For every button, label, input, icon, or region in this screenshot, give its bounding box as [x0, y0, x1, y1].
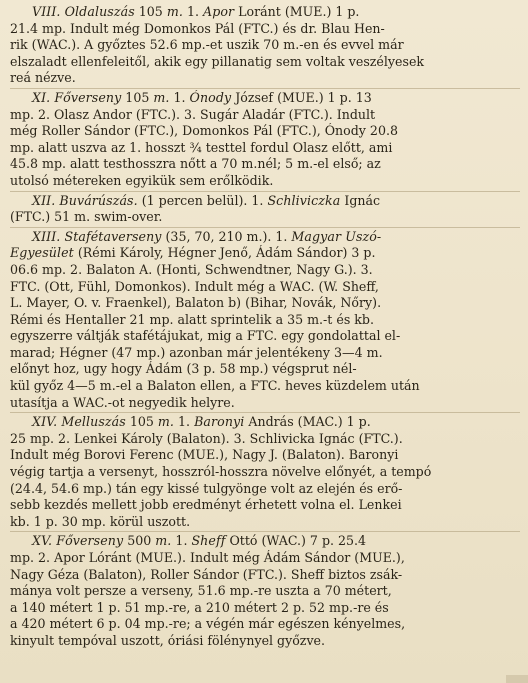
text-run: előnyt hoz, ugy hogy Ádám (3 p. 58 mp.) végsprut nél-	[10, 361, 357, 377]
section-divider	[10, 88, 520, 89]
race-result-paragraph	[10, 193, 520, 226]
text-line	[10, 193, 520, 210]
italic-run: Egyesület	[10, 245, 74, 261]
text-line	[10, 262, 520, 279]
text-run: 21.4 mp. Indult még Domonkos Pál (FTC.) és dr. Blau Hen-	[10, 20, 385, 36]
italic-run: m.	[166, 4, 183, 19]
text-line	[10, 37, 520, 54]
text-line	[10, 361, 520, 378]
section-divider	[10, 227, 520, 228]
text-line	[10, 90, 520, 107]
text-run: FTC. (Ott, Fühl, Domonkos). Indult még a WAC. (W. Sheff,	[10, 278, 379, 294]
text-run: Ignác	[340, 192, 381, 208]
text-line	[10, 229, 520, 246]
text-line	[10, 616, 520, 633]
text-run: 06.6 mp. 2. Balaton A. (Honti, Schwendtner, Nagy G.). 3.	[10, 261, 373, 277]
text-run: marad; Hégner (47 mp.) azonban már jelentékeny 3—4 m.	[10, 344, 383, 360]
text-line	[10, 123, 520, 140]
italic-run: m.	[153, 89, 170, 105]
text-line	[10, 4, 520, 21]
text-line	[10, 209, 520, 226]
text-line	[10, 583, 520, 600]
text-line	[10, 245, 520, 262]
section-divider	[10, 191, 520, 192]
text-line	[10, 481, 520, 498]
text-run: L. Mayer, O. v. Fraenkel), Balaton b) (Bihar, Novák, Nőry).	[10, 295, 382, 311]
italic-run: XII. Buvárúszás.	[32, 192, 138, 208]
text-line	[10, 533, 520, 550]
text-run: reá nézve.	[10, 70, 76, 86]
text-run: a 420 métert 6 p. 04 mp.-re; a végén már egészen kényelmes,	[10, 616, 406, 632]
text-run: kül győz 4—5 m.-el a Balaton ellen, a FTC. heves küzdelem után	[10, 378, 420, 394]
results-column	[10, 4, 520, 650]
text-run: (35, 70, 210 m.). 1.	[161, 228, 292, 244]
italic-run: Baronyi	[194, 414, 245, 430]
section-divider	[10, 412, 520, 413]
italic-run: Ónody	[189, 89, 232, 105]
text-run: mp. 2. Olasz Andor (FTC.). 3. Sugár Aladár (FTC.). Indult	[10, 106, 376, 122]
text-run: (24.4, 54.6 mp.) tán egy kissé tulgyönge volt az elején és erő-	[10, 480, 403, 496]
text-run: 1.	[174, 414, 195, 430]
text-run: mánya volt persze a verseny, 51.6 mp.-re uszta a 70 métert,	[10, 583, 392, 599]
text-line	[10, 156, 520, 173]
text-run: Loránt (MUE.) 1 p.	[234, 4, 360, 19]
italic-run: XI. Főverseny	[32, 89, 122, 105]
text-run: András (MAC.) 1 p.	[244, 414, 371, 430]
text-run: Nagy Géza (Balaton), Roller Sándor (FTC.). Sheff biztos zsák-	[10, 566, 403, 582]
italic-run: Schliviczka	[267, 192, 341, 208]
italic-run: Apor	[203, 4, 235, 19]
text-line	[10, 431, 520, 448]
text-line	[10, 312, 520, 329]
text-line	[10, 414, 520, 431]
text-line	[10, 378, 520, 395]
text-line	[10, 295, 520, 312]
text-run: 500	[123, 533, 156, 549]
italic-run: m.	[155, 533, 172, 549]
text-line	[10, 550, 520, 567]
italic-run: XIV. Melluszás	[32, 414, 126, 430]
text-line	[10, 173, 520, 190]
text-line	[10, 633, 520, 650]
race-result-paragraph	[10, 533, 520, 649]
text-run: elszaladt ellenfeleitől, akik egy pillanatig sem voltak veszélyesek	[10, 53, 425, 69]
text-run: mp. 2. Apor Lóránt (MUE.). Indult még Ádám Sándor (MUE.),	[10, 550, 405, 565]
text-line	[10, 279, 520, 296]
text-run: (1 percen belül). 1.	[137, 192, 268, 208]
text-line	[10, 328, 520, 345]
text-line	[10, 395, 520, 412]
text-run: még Roller Sándor (FTC.), Domonkos Pál (FTC.), Ónody 20.8	[10, 123, 398, 139]
italic-run: VIII. Oldaluszás	[32, 4, 135, 19]
text-run: 105	[134, 4, 167, 19]
text-line	[10, 567, 520, 584]
text-line	[10, 107, 520, 124]
text-run: 1.	[169, 89, 190, 105]
text-line	[10, 70, 520, 87]
text-line	[10, 447, 520, 464]
race-result-paragraph	[10, 4, 520, 87]
italic-run: XV. Főverseny	[32, 533, 124, 549]
text-run: 105	[125, 414, 158, 430]
text-run: egyszerre váltják stafétájukat, mig a FTC. egy gondolattal el-	[10, 328, 401, 344]
text-run: kinyult tempóval uszott, óriási fölénynyel győzve.	[10, 632, 326, 648]
text-run: mp. alatt uszva az 1. hosszt ¾ testtel fordul Olasz előtt, ami	[10, 139, 393, 155]
text-run: 45.8 mp. alatt testhosszra nőtt a 70 m.nél; 5 m.-el első; az	[10, 156, 381, 172]
text-run: Rémi és Hentaller 21 mp. alatt sprintelik a 35 m.-t és kb.	[10, 311, 374, 327]
text-run: 1.	[182, 4, 203, 19]
text-run: kb. 1 p. 30 mp. körül uszott.	[10, 513, 191, 529]
text-run: József (MUE.) 1 p. 13	[231, 89, 372, 105]
race-result-paragraph	[10, 414, 520, 530]
text-run: utasítja a WAC.-ot negyedik helyre.	[10, 394, 235, 410]
page-corner	[506, 675, 528, 683]
text-run: végig tartja a versenyt, hosszról-hosszra növelve előnyét, a tempó	[10, 464, 432, 480]
text-run: rik (WAC.). A győztes 52.6 mp.-et uszik 70 m.-en és evvel már	[10, 37, 404, 53]
text-run: a 140 métert 1 p. 51 mp.-re, a 210 métert 2 p. 52 mp.-re és	[10, 599, 389, 615]
text-run: (Rémi Károly, Hégner Jenő, Ádám Sándor) 3 p.	[73, 245, 376, 261]
italic-run: m.	[157, 414, 175, 430]
section-divider	[10, 531, 520, 532]
text-run: Indult még Borovi Ferenc (MUE.), Nagy J. (Balaton). Baronyi	[10, 447, 399, 463]
race-result-paragraph	[10, 90, 520, 190]
text-run: Ottó (WAC.) 7 p. 25.4	[225, 533, 367, 549]
text-run: 25 mp. 2. Lenkei Károly (Balaton). 3. Schlivicka Ignác (FTC.).	[10, 430, 403, 446]
italic-run: XIII. Stafétaverseny	[32, 228, 162, 244]
text-run: (FTC.) 51 m. swim-over.	[10, 209, 163, 225]
text-line	[10, 600, 520, 617]
text-line	[10, 140, 520, 157]
text-line	[10, 497, 520, 514]
italic-run: Magyar Uszó-	[291, 228, 382, 244]
text-line	[10, 514, 520, 531]
text-line	[10, 54, 520, 71]
text-run: sebb kezdés mellett jobb eredményt érhetett volna el. Lenkei	[10, 497, 402, 513]
text-run: 105	[121, 89, 154, 105]
text-line	[10, 21, 520, 38]
race-result-paragraph	[10, 229, 520, 412]
text-line	[10, 345, 520, 362]
text-line	[10, 464, 520, 481]
text-run: 1.	[171, 533, 192, 549]
text-run: utolsó métereken egyikük sem erőlködik.	[10, 172, 274, 188]
italic-run: Sheff	[191, 533, 226, 549]
